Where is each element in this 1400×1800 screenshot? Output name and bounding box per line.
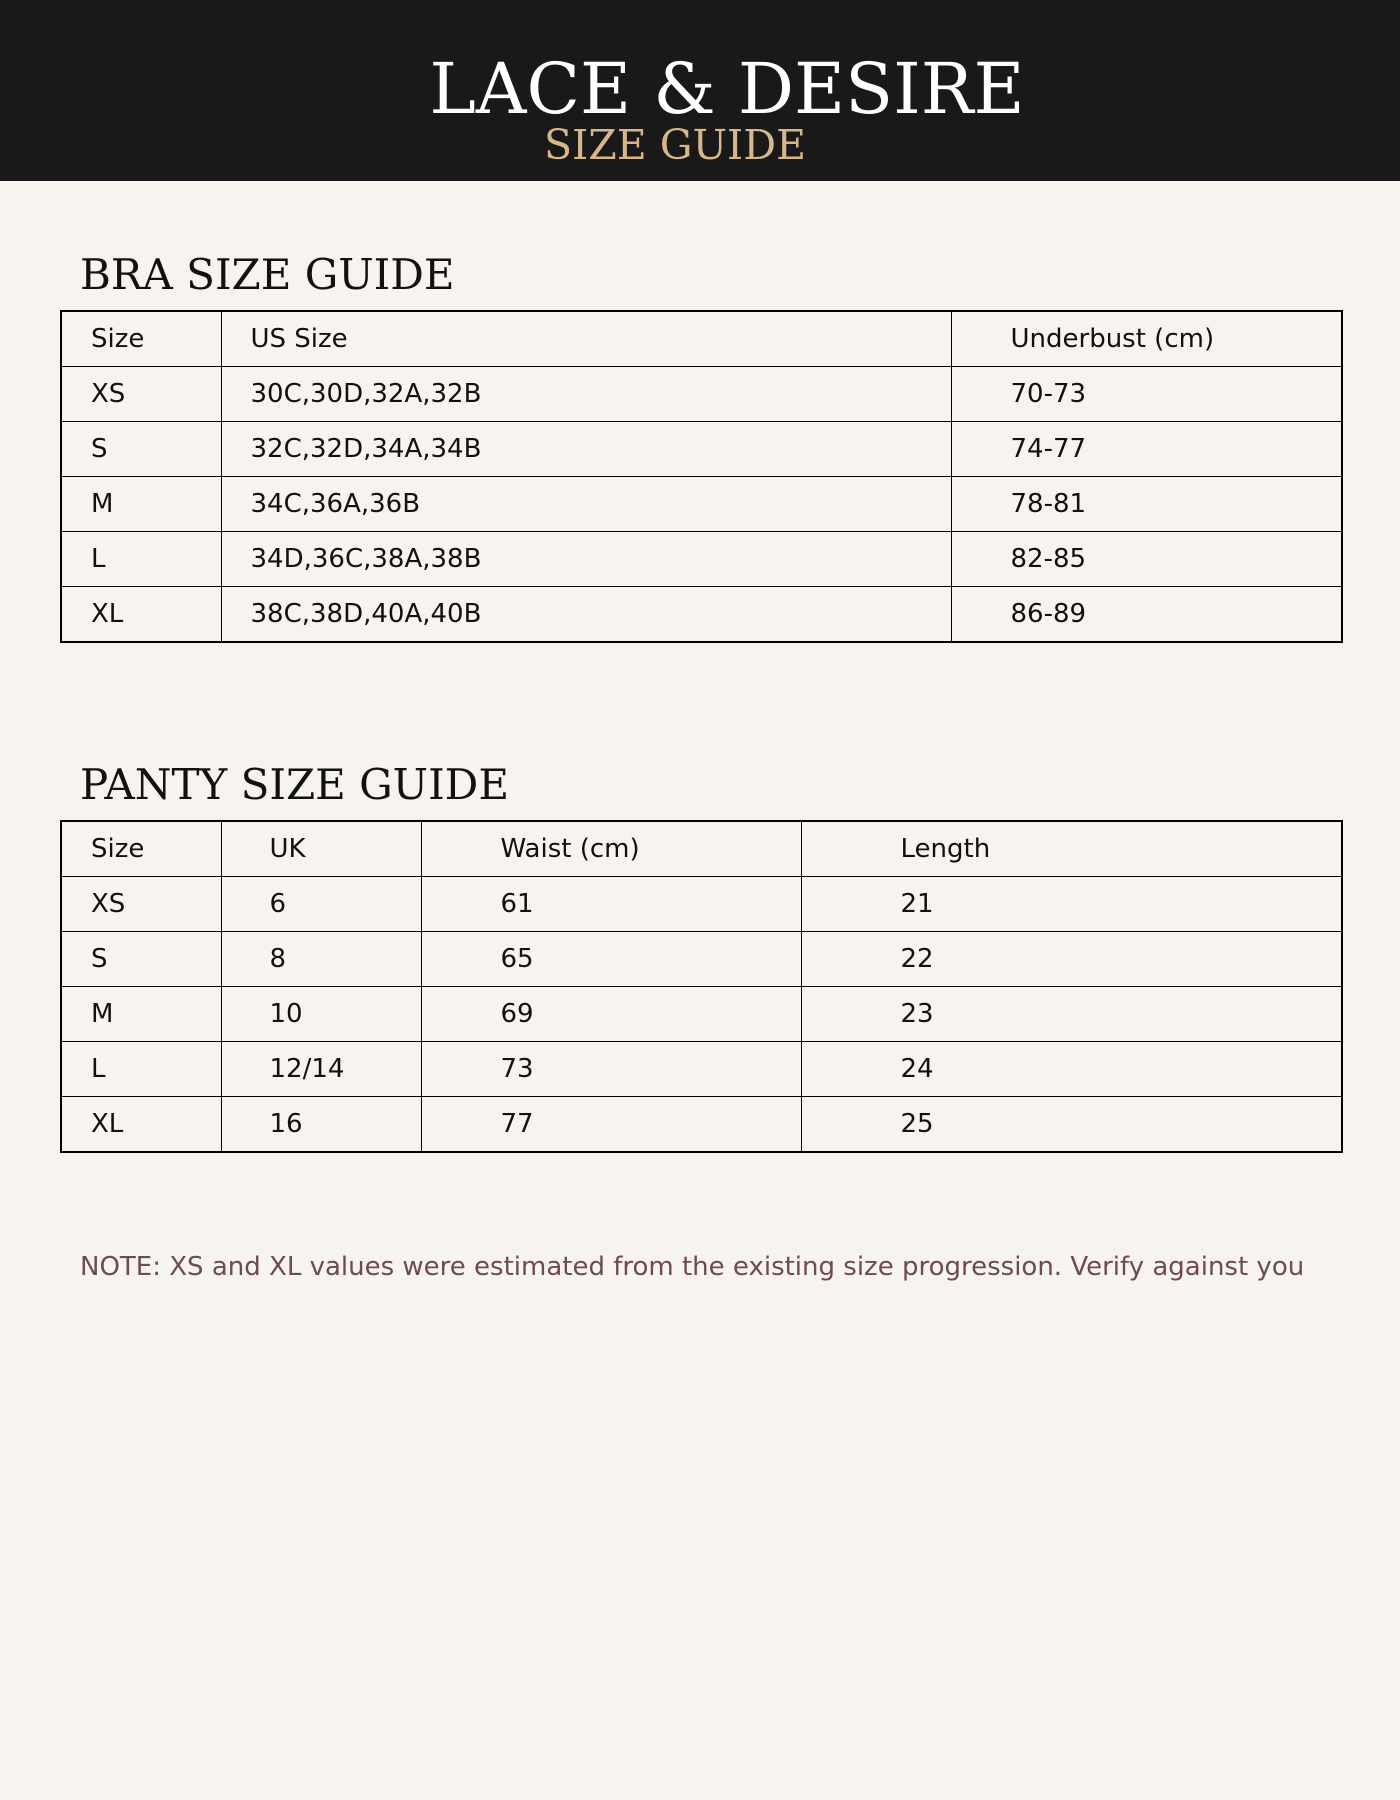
us-size-cell: 34D,36C,38A,38B xyxy=(221,532,951,587)
column-header-uk: UK xyxy=(221,821,421,877)
panty-size-table xyxy=(60,820,1343,1153)
underbust-cell: 78-81 xyxy=(951,477,1342,532)
uk-cell: 16 xyxy=(221,1097,421,1153)
uk-cell: 6 xyxy=(221,877,421,932)
table-row xyxy=(61,532,1342,587)
column-header-us-size: US Size xyxy=(221,311,951,367)
column-header-size: Size xyxy=(61,821,221,877)
size-cell: M xyxy=(61,477,221,532)
column-header-underbust: Underbust (cm) xyxy=(951,311,1342,367)
table-header-row xyxy=(61,821,1342,877)
underbust-cell: 74-77 xyxy=(951,422,1342,477)
underbust-cell: 86-89 xyxy=(951,587,1342,643)
size-cell: M xyxy=(61,987,221,1042)
header-bar xyxy=(0,0,1400,181)
us-size-cell: 34C,36A,36B xyxy=(221,477,951,532)
table-row xyxy=(61,1097,1342,1153)
column-header-size: Size xyxy=(61,311,221,367)
waist-cell: 69 xyxy=(421,987,801,1042)
table-header-row xyxy=(61,311,1342,367)
uk-cell: 8 xyxy=(221,932,421,987)
table-row xyxy=(61,932,1342,987)
length-cell: 25 xyxy=(801,1097,1342,1153)
bra-section-title: BRA SIZE GUIDE xyxy=(80,250,455,299)
brand-title: LACE & DESIRE xyxy=(429,48,1025,130)
estimation-note: NOTE: XS and XL values were estimated from the existing size progression. Verify against you xyxy=(80,1252,1305,1282)
underbust-cell: 82-85 xyxy=(951,532,1342,587)
size-cell: XS xyxy=(61,877,221,932)
waist-cell: 77 xyxy=(421,1097,801,1153)
waist-cell: 65 xyxy=(421,932,801,987)
page-subtitle: SIZE GUIDE xyxy=(543,121,807,169)
bra-size-table xyxy=(60,310,1343,643)
size-cell: XL xyxy=(61,1097,221,1153)
us-size-cell: 32C,32D,34A,34B xyxy=(221,422,951,477)
uk-cell: 12/14 xyxy=(221,1042,421,1097)
column-header-waist: Waist (cm) xyxy=(421,821,801,877)
table-row xyxy=(61,477,1342,532)
size-cell: L xyxy=(61,1042,221,1097)
us-size-cell: 30C,30D,32A,32B xyxy=(221,367,951,422)
us-size-cell: 38C,38D,40A,40B xyxy=(221,587,951,643)
length-cell: 22 xyxy=(801,932,1342,987)
length-cell: 24 xyxy=(801,1042,1342,1097)
panty-section-title: PANTY SIZE GUIDE xyxy=(80,760,510,809)
size-cell: S xyxy=(61,932,221,987)
table-row xyxy=(61,987,1342,1042)
length-cell: 23 xyxy=(801,987,1342,1042)
uk-cell: 10 xyxy=(221,987,421,1042)
table-row xyxy=(61,587,1342,643)
table-row xyxy=(61,422,1342,477)
size-cell: XS xyxy=(61,367,221,422)
underbust-cell: 70-73 xyxy=(951,367,1342,422)
table-row xyxy=(61,367,1342,422)
size-cell: L xyxy=(61,532,221,587)
size-cell: XL xyxy=(61,587,221,643)
column-header-length: Length xyxy=(801,821,1342,877)
waist-cell: 73 xyxy=(421,1042,801,1097)
size-cell: S xyxy=(61,422,221,477)
table-row xyxy=(61,877,1342,932)
length-cell: 21 xyxy=(801,877,1342,932)
table-row xyxy=(61,1042,1342,1097)
waist-cell: 61 xyxy=(421,877,801,932)
